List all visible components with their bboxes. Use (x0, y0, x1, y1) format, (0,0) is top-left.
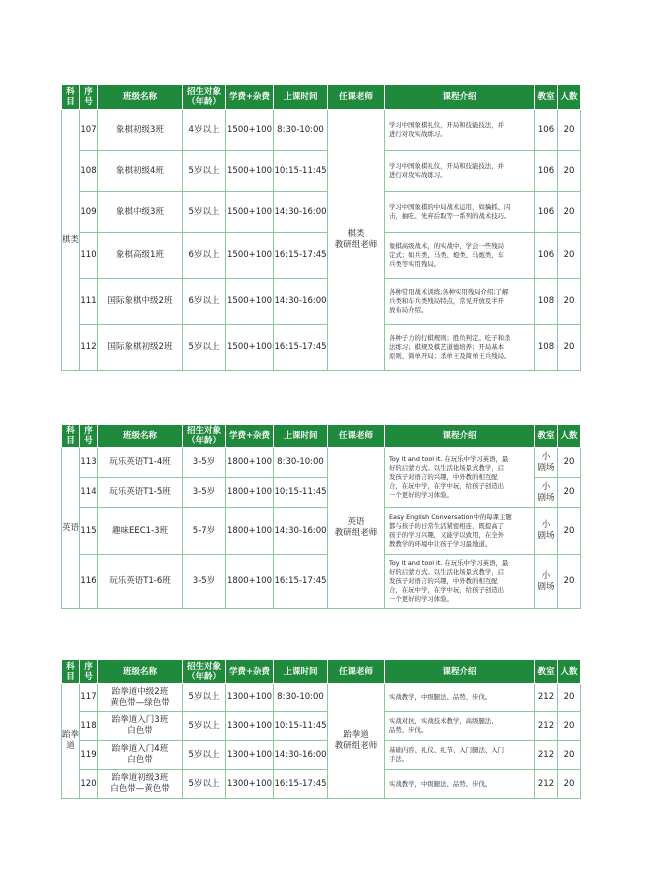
header-number: 序 号 (80, 660, 98, 684)
class-room: 212 (535, 770, 558, 799)
class-time: 10:15-11:45 (274, 151, 328, 192)
class-time: 14:30-16:00 (274, 741, 328, 770)
table-row (62, 741, 581, 770)
class-number: 113 (80, 448, 98, 478)
class-time: 14:30-16:00 (274, 279, 328, 325)
class-name: 跆拳道入门3班 白色带 (98, 712, 183, 741)
table-row (62, 233, 581, 279)
class-time: 16:15-17:45 (274, 325, 328, 371)
class-fee: 1800+100 (226, 448, 274, 478)
class-room: 小 剧场 (535, 508, 558, 555)
class-age: 3-5岁 (183, 448, 226, 478)
class-fee: 1300+100 (226, 712, 274, 741)
table-row (62, 684, 581, 712)
class-age: 5岁以上 (183, 325, 226, 371)
class-fee: 1500+100 (226, 233, 274, 279)
class-fee: 1300+100 (226, 741, 274, 770)
class-age: 6岁以上 (183, 233, 226, 279)
class-intro: 实战教学，中级腿法、品势、步伐。 (385, 770, 535, 799)
class-name: 国际象棋中级2班 (98, 279, 183, 325)
class-name: 玩乐英语T1-5班 (98, 478, 183, 508)
class-capacity: 20 (558, 151, 581, 192)
table-row (62, 770, 581, 799)
class-fee: 1800+100 (226, 508, 274, 555)
header-intro: 课程介绍 (385, 660, 535, 684)
class-fee: 1800+100 (226, 478, 274, 508)
header-room: 教室 (535, 425, 558, 448)
header-intro: 课程介绍 (385, 85, 535, 110)
class-capacity: 20 (558, 192, 581, 233)
class-capacity: 20 (558, 508, 581, 555)
class-fee: 1300+100 (226, 684, 274, 712)
class-intro: 象棋高级战术，的实战中，学会一些残局 定式；如兵类、马类、炮类、马炮类、车 兵类等实用残局。 (385, 233, 535, 279)
class-age: 5岁以上 (183, 741, 226, 770)
header-row (62, 425, 581, 448)
header-time: 上课时间 (274, 85, 328, 110)
class-time: 16:15-17:45 (274, 555, 328, 609)
class-time: 16:15-17:45 (274, 770, 328, 799)
class-age: 3-5岁 (183, 478, 226, 508)
class-fee: 1800+100 (226, 555, 274, 609)
header-subject: 科 目 (62, 85, 80, 110)
class-intro: 基础内容、礼仪、礼节、入门腿法、入门 手法。 (385, 741, 535, 770)
header-row (62, 85, 581, 110)
header-room: 教室 (535, 85, 558, 110)
teacher-cell: 跆拳道 教研组老师 (328, 684, 385, 799)
class-age: 5-7岁 (183, 508, 226, 555)
class-capacity: 20 (558, 684, 581, 712)
class-intro: 实战对抗，实战技术教学，高级腿法、 品势、步伐。 (385, 712, 535, 741)
header-fee: 学费+杂费 (226, 85, 274, 110)
class-number: 111 (80, 279, 98, 325)
class-name: 玩乐英语T1-4班 (98, 448, 183, 478)
table-row (62, 508, 581, 555)
header-capacity: 人数 (558, 660, 581, 684)
class-number: 117 (80, 684, 98, 712)
class-name: 玩乐英语T1-6班 (98, 555, 183, 609)
class-room: 106 (535, 233, 558, 279)
class-capacity: 20 (558, 712, 581, 741)
class-name: 象棋初级3班 (98, 110, 183, 151)
class-time: 8:30-10:00 (274, 448, 328, 478)
class-age: 5岁以上 (183, 770, 226, 799)
class-name: 跆拳道入门4班 白色带 (98, 741, 183, 770)
header-teacher: 任课老师 (328, 660, 385, 684)
header-age: 招生对象 （年龄） (183, 85, 226, 110)
class-name: 跆拳道中级2班 黄色带—绿色带 (98, 684, 183, 712)
class-room: 106 (535, 192, 558, 233)
class-intro: 各种常用战术训练;各种实用残局介绍;了解 兵类和车兵类残局特点，常见开放及半开 放布局介绍。 (385, 279, 535, 325)
header-class-name: 班级名称 (98, 660, 183, 684)
class-name: 象棋初级4班 (98, 151, 183, 192)
header-teacher: 任课老师 (328, 425, 385, 448)
class-number: 108 (80, 151, 98, 192)
class-fee: 1300+100 (226, 770, 274, 799)
class-intro: 各种子力的行棋规则；胜负判定。吃子和杀 法练习；棋规及棋艺道德培养；开局基本 原则、简单开局；杀单王及简单王兵残局。 (385, 325, 535, 371)
class-number: 120 (80, 770, 98, 799)
class-capacity: 20 (558, 741, 581, 770)
class-name: 国际象棋初级2班 (98, 325, 183, 371)
header-age: 招生对象 （年龄） (183, 425, 226, 448)
class-fee: 1500+100 (226, 110, 274, 151)
table-row (62, 448, 581, 478)
table-taekwondo (61, 659, 580, 799)
class-capacity: 20 (558, 279, 581, 325)
table-chess (61, 84, 580, 371)
class-number: 118 (80, 712, 98, 741)
teacher-cell: 英语 教研组老师 (328, 448, 385, 609)
class-room: 108 (535, 279, 558, 325)
header-subject: 科 目 (62, 425, 80, 448)
table-row (62, 279, 581, 325)
header-capacity: 人数 (558, 85, 581, 110)
class-room: 小 剧场 (535, 478, 558, 508)
class-name: 趣味EEC1-3班 (98, 508, 183, 555)
class-time: 10:15-11:45 (274, 712, 328, 741)
class-number: 109 (80, 192, 98, 233)
header-class-name: 班级名称 (98, 425, 183, 448)
class-fee: 1500+100 (226, 279, 274, 325)
header-class-name: 班级名称 (98, 85, 183, 110)
table-english (61, 424, 580, 609)
class-intro: 实战教学，中级腿法、品势、步伐。 (385, 684, 535, 712)
class-number: 115 (80, 508, 98, 555)
class-time: 8:30-10:00 (274, 684, 328, 712)
class-age: 6岁以上 (183, 279, 226, 325)
class-fee: 1500+100 (226, 151, 274, 192)
class-time: 14:30-16:00 (274, 508, 328, 555)
table-row (62, 712, 581, 741)
class-capacity: 20 (558, 770, 581, 799)
class-capacity: 20 (558, 555, 581, 609)
class-time: 14:30-16:00 (274, 192, 328, 233)
class-name: 象棋高级1班 (98, 233, 183, 279)
class-room: 小 剧场 (535, 555, 558, 609)
table-row (62, 151, 581, 192)
class-intro: 学习中国象棋的中局战术运用，如擒抓、闪 击，抽吃、先弃后取等一系列的战术技巧。 (385, 192, 535, 233)
header-time: 上课时间 (274, 660, 328, 684)
class-age: 4岁以上 (183, 110, 226, 151)
class-number: 107 (80, 110, 98, 151)
header-intro: 课程介绍 (385, 425, 535, 448)
class-number: 110 (80, 233, 98, 279)
class-number: 112 (80, 325, 98, 371)
class-intro: Toy it and tool it. 在玩乐中学习英语，最 好的启蒙方式。以生活化场景式教学，启 发孩子对语言的兴趣，中外教的相互配 合，在玩中学，在学中玩，给孩子创造出 一个更好的学习体验。 (385, 555, 535, 609)
class-time: 10:15-11:45 (274, 478, 328, 508)
header-fee: 学费+杂费 (226, 425, 274, 448)
header-row (62, 660, 581, 684)
class-capacity: 20 (558, 325, 581, 371)
header-number: 序 号 (80, 425, 98, 448)
class-room: 212 (535, 684, 558, 712)
class-age: 5岁以上 (183, 192, 226, 233)
class-room: 108 (535, 325, 558, 371)
header-fee: 学费+杂费 (226, 660, 274, 684)
class-room: 106 (535, 110, 558, 151)
header-age: 招生对象 （年龄） (183, 660, 226, 684)
class-capacity: 20 (558, 448, 581, 478)
class-number: 119 (80, 741, 98, 770)
class-number: 114 (80, 478, 98, 508)
subject-cell: 棋类 (62, 110, 80, 371)
header-room: 教室 (535, 660, 558, 684)
table-row (62, 555, 581, 609)
class-age: 5岁以上 (183, 712, 226, 741)
table-row (62, 110, 581, 151)
class-name: 跆拳道初级3班 白色带—黄色带 (98, 770, 183, 799)
class-intro: Toy it and tool it. 在玩乐中学习英语，最 好的启蒙方式。以生活化场景式教学，启 发孩子对语言的兴趣，中外教的相互配 合，在玩中学，在学中玩，给孩子创造出 一个更好的学习体验。 (385, 448, 535, 508)
class-number: 116 (80, 555, 98, 609)
header-time: 上课时间 (274, 425, 328, 448)
class-room: 小 剧场 (535, 448, 558, 478)
header-capacity: 人数 (558, 425, 581, 448)
class-intro: 学习中国象棋礼仪，开局和技能技法，并 进行对攻实战练习。 (385, 110, 535, 151)
class-capacity: 20 (558, 110, 581, 151)
header-number: 序 号 (80, 85, 98, 110)
subject-cell: 跆拳道 (62, 684, 80, 799)
table-row (62, 192, 581, 233)
class-room: 212 (535, 712, 558, 741)
class-capacity: 20 (558, 478, 581, 508)
class-intro: Easy English Conversation中的每课主题 都与孩子的日常生活紧密相连，既提高了 孩子的学习兴趣，又能学以致用，在全外 教教学的环境中让孩子学习最地道。 (385, 508, 535, 555)
class-time: 8:30-10:00 (274, 110, 328, 151)
class-room: 212 (535, 741, 558, 770)
header-teacher: 任课老师 (328, 85, 385, 110)
class-fee: 1500+100 (226, 325, 274, 371)
class-room: 106 (535, 151, 558, 192)
class-age: 3-5岁 (183, 555, 226, 609)
class-capacity: 20 (558, 233, 581, 279)
class-age: 5岁以上 (183, 684, 226, 712)
teacher-cell: 棋类 教研组老师 (328, 110, 385, 371)
class-fee: 1500+100 (226, 192, 274, 233)
class-time: 16:15-17:45 (274, 233, 328, 279)
class-intro: 学习中国象棋礼仪，开局和技能技法，并 进行对攻实战练习。 (385, 151, 535, 192)
subject-cell: 英语 (62, 448, 80, 609)
class-name: 象棋中级3班 (98, 192, 183, 233)
header-subject: 科 目 (62, 660, 80, 684)
class-age: 5岁以上 (183, 151, 226, 192)
table-row (62, 325, 581, 371)
